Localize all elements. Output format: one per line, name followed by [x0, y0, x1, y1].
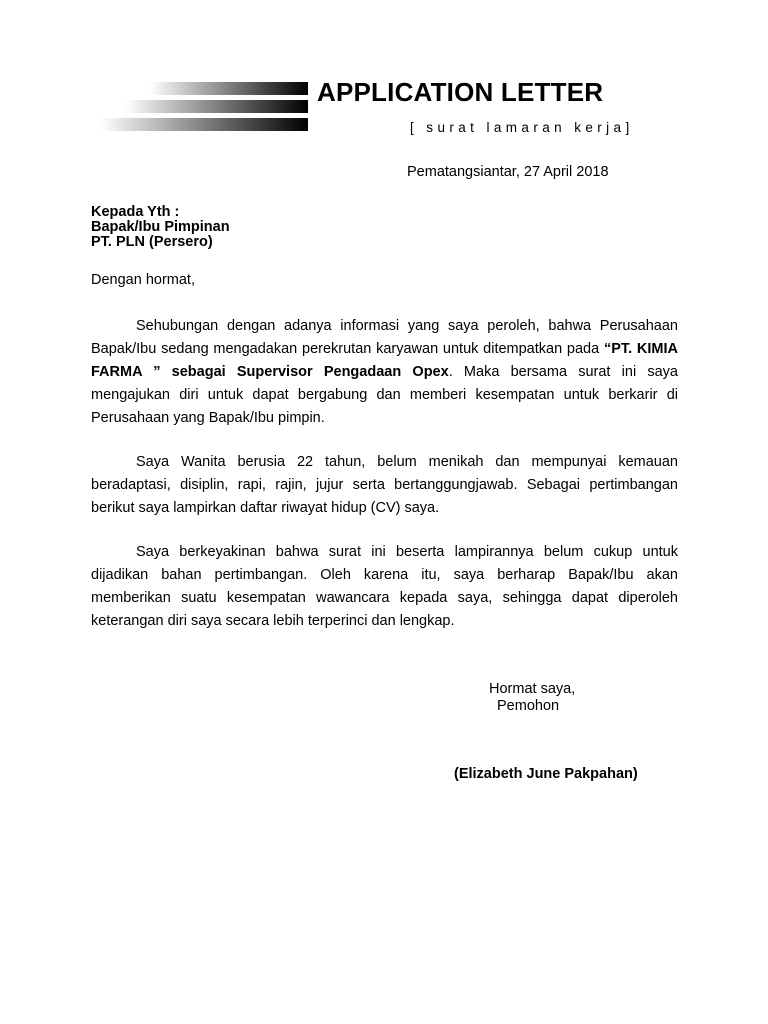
salutation: Dengan hormat, — [91, 272, 195, 288]
addressee-block — [91, 205, 230, 250]
paragraph-text: Sehubungan dengan adanya informasi yang saya peroleh, bahwa Perusahaan Bapak/Ibu sedang mengadakan perekrutan karyawan untuk ditempatkan pada — [91, 318, 678, 357]
body-paragraph: Saya Wanita berusia 22 tahun, belum menikah dan mempunyai kemauan beradaptasi, disiplin, rapi, rajin, jujur serta bertanggungjawab. Sebagai pertimbangan berikut saya lampirkan daftar riwayat hidup (CV) saya. — [91, 454, 678, 516]
header-gradient-bar — [125, 100, 308, 113]
signer-name: (Elizabeth June Pakpahan) — [454, 766, 638, 782]
paragraph-text: . Maka bersama surat ini saya mengajukan diri untuk dapat bergabung dan memberi kesempatan untuk berkarir di Perusahaan yang Bapak/Ibu pimpin. — [91, 364, 678, 426]
header-gradient-bar — [100, 118, 308, 131]
position-highlight: “PT. KIMIA FARMA ” sebagai Supervisor Pengadaan Opex — [91, 341, 678, 380]
addressee-line: PT. PLN (Persero) — [91, 234, 213, 250]
body-paragraph: Saya berkeyakinan bahwa surat ini beserta lampirannya belum cukup untuk dijadikan bahan pertimbangan. Oleh karena itu, saya berharap Bapak/Ibu akan memberikan suatu kesempatan wawancara kepada saya, sehingga dapat diperoleh keterangan diri saya secara lebih terperinci dan lengkap. — [91, 544, 678, 629]
letter-subtitle: [ surat lamaran kerja] — [410, 120, 634, 135]
closing-role: Pemohon — [497, 698, 560, 714]
header-gradient-bar — [150, 82, 308, 95]
letter-title: APPLICATION LETTER — [317, 77, 604, 107]
addressee-line: Bapak/Ibu Pimpinan — [91, 219, 230, 235]
date-line: Pematangsiantar, 27 April 2018 — [407, 164, 609, 180]
body-paragraph — [91, 315, 678, 430]
closing-line: Hormat saya, — [489, 681, 576, 697]
addressee-line: Kepada Yth : — [91, 204, 180, 220]
